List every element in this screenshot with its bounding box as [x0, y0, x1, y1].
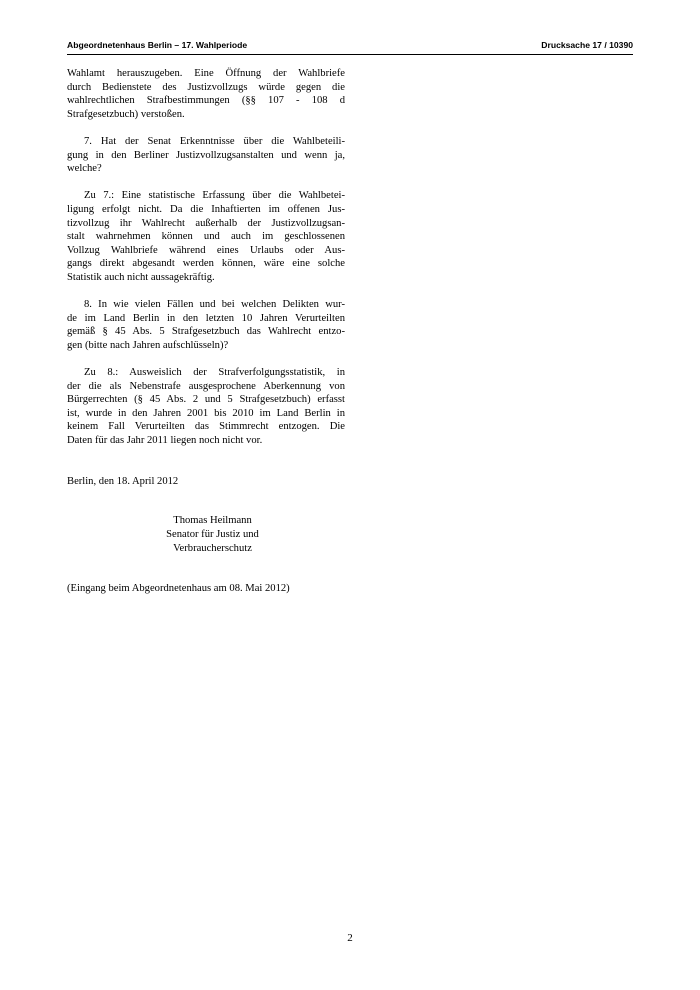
text-line: 8. In wie vielen Fällen und bei welchen Delikten wur- — [84, 299, 345, 311]
text-line: durch Bedienstete des Justizvollzugs würde gegen die — [67, 81, 345, 93]
paragraph-continuation — [67, 67, 345, 121]
text-line: gen (bitte nach Jahren aufschlüsseln)? — [67, 339, 229, 351]
text-line: Vollzug Wahlbriefe während eines Urlaubs oder Aus- — [67, 244, 345, 256]
text-line: wahlrechtlichen Strafbestimmungen (§§ 107 - 108 d — [67, 95, 345, 107]
text-line: gung in den Berliner Justizvollzugsanstalten und wenn ja, — [67, 149, 345, 161]
receipt-note: (Eingang beim Abgeordnetenhaus am 08. Mai 2012) — [67, 583, 290, 594]
text-line: stalt wahrnehmen können und auch im geschlossenen — [67, 231, 345, 243]
text-line: Wahlamt herauszugeben. Eine Öffnung der Wahlbriefe — [67, 68, 345, 79]
text-line: welche? — [67, 163, 102, 175]
page-number: 2 — [347, 932, 353, 944]
place-and-date: Berlin, den 18. April 2012 — [67, 475, 179, 487]
text-line: keinem Fall Verurteilten das Stimmrecht entzogen. Die — [67, 421, 345, 433]
header-parliament: Abgeordnetenhaus Berlin – 17. Wahlperiode — [67, 40, 248, 50]
answer-8 — [67, 366, 345, 448]
text-line: Statistik auch nicht aussagekräftig. — [67, 271, 215, 283]
text-line: Strafgesetzbuch) verstoßen. — [67, 108, 185, 120]
text-line: Zu 8.: Ausweislich der Strafverfolgungsstatistik, in — [84, 367, 345, 379]
text-line: ligung erfolgt nicht. Da die Inhaftierten im offenen Jus- — [67, 203, 345, 215]
text-line: Daten für das Jahr 2011 liegen noch nicht vor. — [67, 435, 263, 447]
text-line: gangs direkt abgesandt werden können, wäre eine solche — [67, 258, 345, 270]
text-line: Bürgerrechten (§ 45 Abs. 2 und 5 Strafgesetzbuch) erfasst — [67, 394, 345, 406]
signatory-title: Verbraucherschutz — [173, 542, 252, 554]
text-line: Zu 7.: Eine statistische Erfassung über die Wahlbetei- — [84, 190, 345, 202]
text-line: tizvollzug ihr Wahlrecht außerhalb der Justizvollzugsan- — [67, 217, 345, 229]
text-line: 7. Hat der Senat Erkenntnisse über die Wahlbeteili- — [84, 135, 345, 147]
text-line: gemäß § 45 Abs. 5 Strafgesetzbuch das Wahlrecht entzo- — [67, 326, 345, 338]
question-8 — [67, 298, 345, 352]
signatory-title: Senator für Justiz und — [166, 528, 259, 540]
text-line: de im Land Berlin in den letzten 10 Jahren Verurteilten — [67, 312, 345, 324]
answer-7 — [67, 189, 345, 284]
signatory-name: Thomas Heilmann — [173, 515, 252, 526]
text-line: der die als Nebenstrafe ausgesprochene Aberkennung von — [67, 380, 345, 392]
question-7 — [67, 135, 345, 176]
page-header — [67, 40, 633, 54]
signature-block — [140, 514, 285, 555]
header-document-number: Drucksache 17 / 10390 — [541, 40, 633, 50]
text-line: ist, wurde in den Jahren 2001 bis 2010 im Land Berlin in — [67, 407, 345, 419]
text-column — [67, 67, 345, 488]
header-rule — [67, 54, 633, 55]
